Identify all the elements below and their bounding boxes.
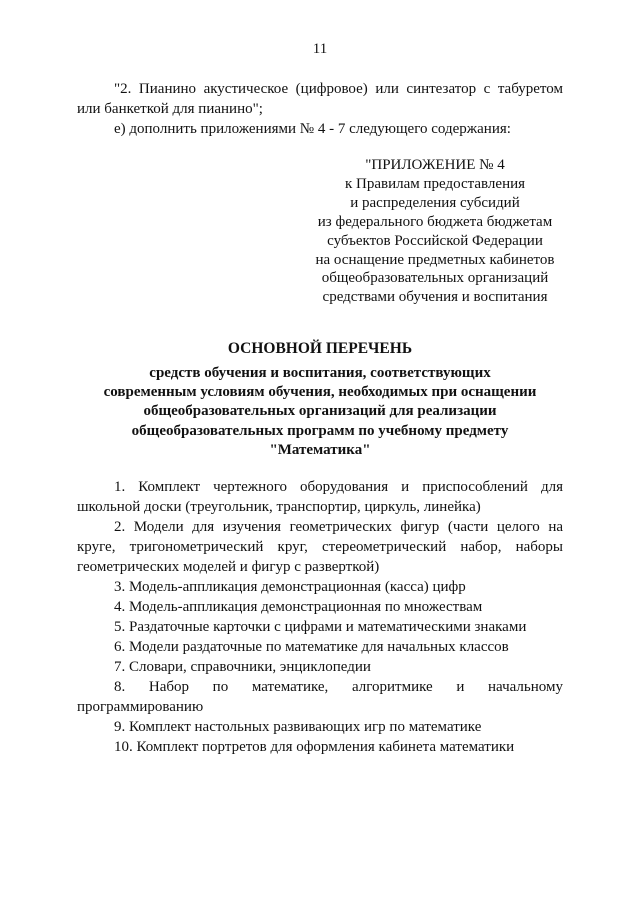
subtitle-line: общеобразовательных организаций для реализации xyxy=(143,403,497,420)
appendix-line: "ПРИЛОЖЕНИЕ № 4 xyxy=(365,157,505,173)
subtitle-line: средств обучения и воспитания, соответствующих xyxy=(149,365,491,381)
list-item: 4. Модель-аппликация демонстрационная по множествам xyxy=(114,599,483,615)
intro-quote-paragraph: "2. Пианино акустическое (цифровое) или синтезатор с табуретом или банкеткой для пианино"; xyxy=(77,81,563,117)
appendix-line: субъектов Российской Федерации xyxy=(327,232,543,249)
subtitle-line: общеобразовательных программ по учебному предмету xyxy=(131,422,509,439)
intro-section xyxy=(77,79,563,139)
appendix-header xyxy=(300,156,570,307)
list-item: 3. Модель-аппликация демонстрационная (касса) цифр xyxy=(114,579,466,595)
document-title: ОСНОВНОЙ ПЕРЕЧЕНЬ xyxy=(227,340,413,357)
appendix-line: из федерального бюджета бюджетам xyxy=(317,213,553,230)
list-item: 9. Комплект настольных развивающих игр по математике xyxy=(114,719,482,735)
list-item: 7. Словари, справочники, энциклопедии xyxy=(114,659,371,675)
appendix-line: на оснащение предметных кабинетов xyxy=(315,251,555,268)
page-number: 11 xyxy=(312,41,328,57)
list-item: 2. Модели для изучения геометрических фигур (части целого на круге, тригонометрический круг, стереометрический набор, наборы геометрических моделей и фигур с разверткой) xyxy=(77,519,563,575)
subtitle-line: "Математика" xyxy=(269,441,371,458)
list-item: 6. Модели раздаточные по математике для начальных классов xyxy=(114,639,509,655)
appendix-line: общеобразовательных организаций xyxy=(321,270,549,287)
appendix-line: средствами обучения и воспитания xyxy=(322,289,548,306)
appendix-line: к Правилам предоставления xyxy=(344,175,526,192)
document-subtitle xyxy=(90,364,550,460)
list-item: 8. Набор по математике, алгоритмике и начальному программированию xyxy=(77,679,563,715)
list-item: 1. Комплект чертежного оборудования и приспособлений для школьной доски (треугольник, транспортир, циркуль, линейка) xyxy=(77,479,563,515)
subtitle-line: современным условиям обучения, необходимых при оснащении xyxy=(103,384,537,401)
items-list xyxy=(77,477,563,757)
intro-instruction-paragraph: е) дополнить приложениями № 4 - 7 следующего содержания: xyxy=(114,121,511,137)
appendix-line: и распределения субсидий xyxy=(350,194,520,211)
list-item: 10. Комплект портретов для оформления кабинета математики xyxy=(114,739,515,755)
list-item: 5. Раздаточные карточки с цифрами и математическими знаками xyxy=(114,619,527,635)
